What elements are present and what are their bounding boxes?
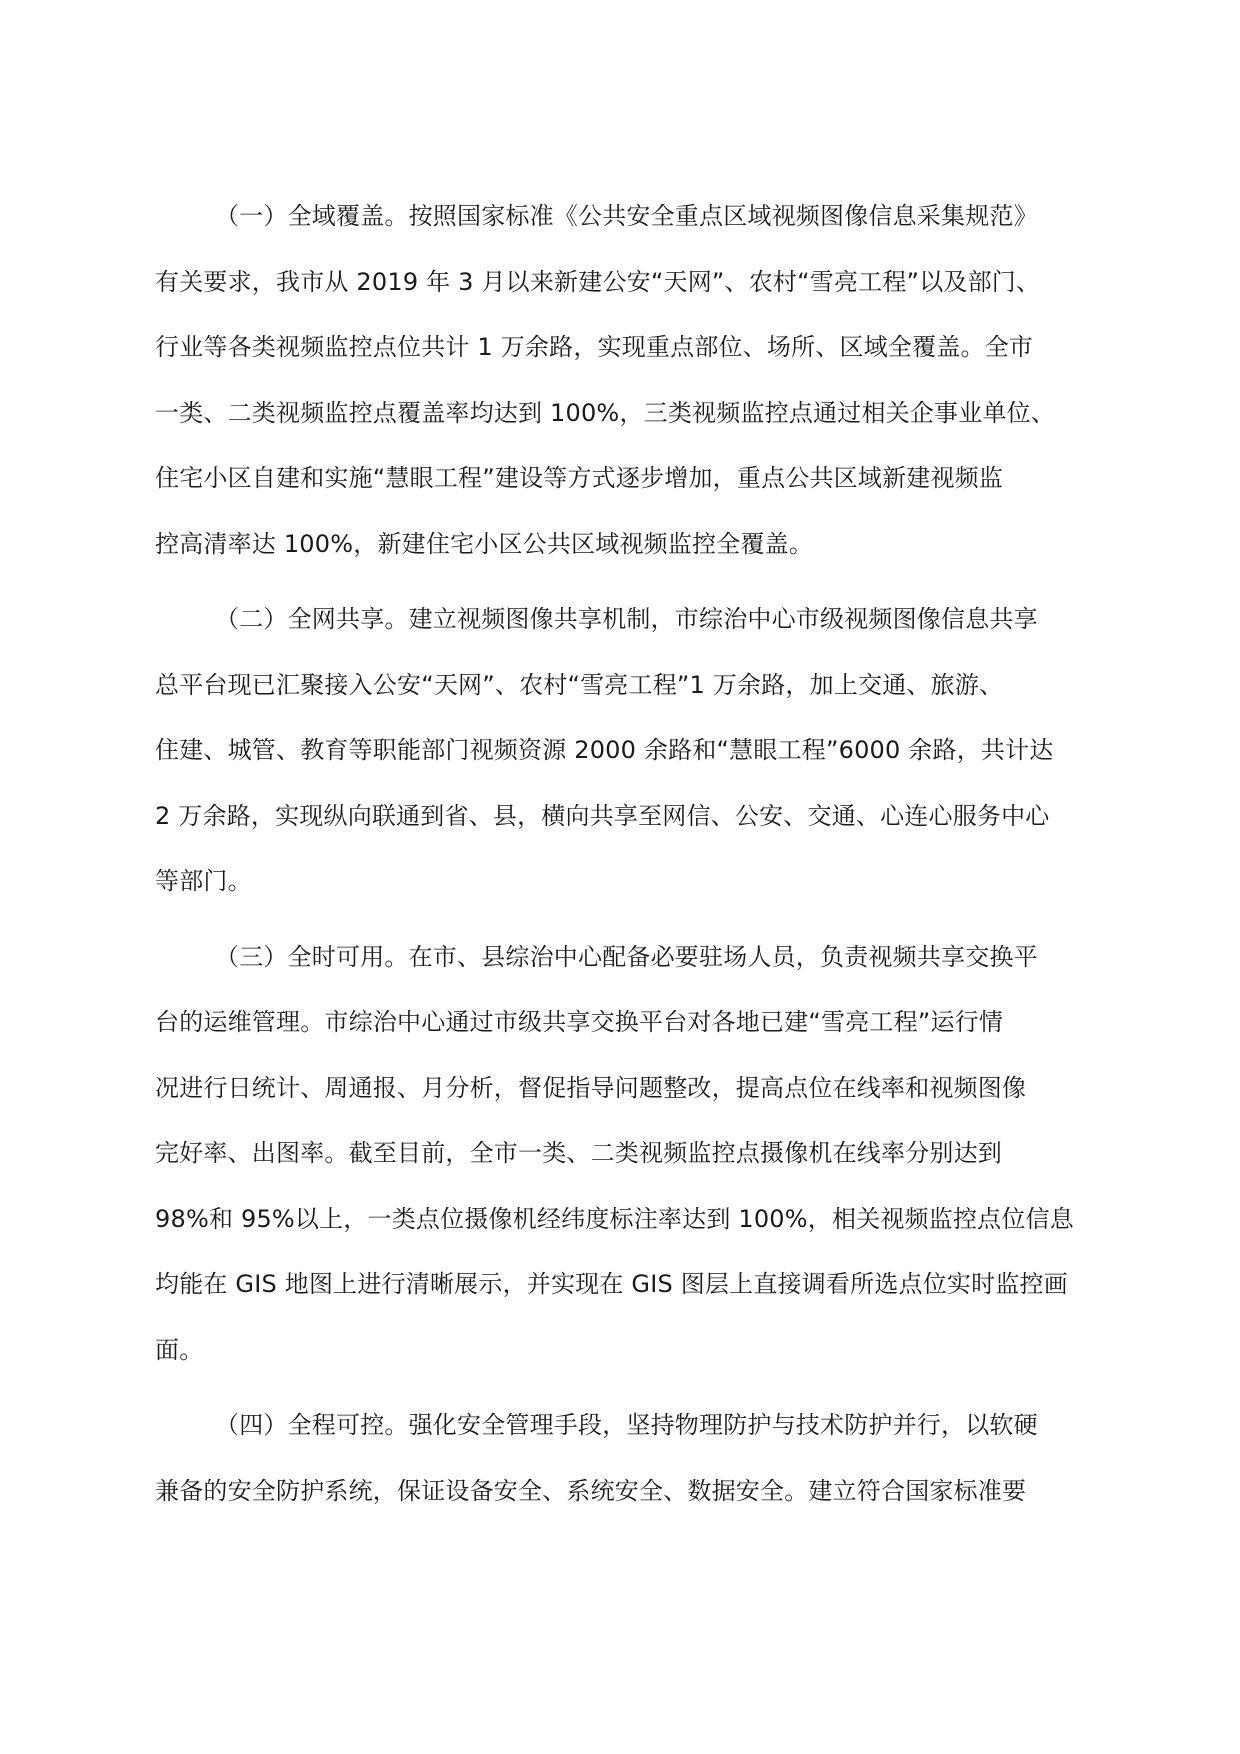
- paragraph-coverage: [155, 184, 1085, 577]
- text-line: 完好率、出图率。截至目前，全市一类、二类视频监控点摄像机在线率分别达到: [155, 1139, 1002, 1167]
- text-line: 兼备的安全防护系统，保证设备安全、系统安全、数据安全。建立符合国家标准要: [155, 1476, 1027, 1505]
- text-line: 均能在 GIS 地图上进行清晰展示，并实现在 GIS 图层上直接调看所选点位实时监控画: [155, 1270, 1068, 1298]
- text-line: 况进行日统计、周通报、月分析，督促指导问题整改，提高点位在线率和视频图像: [155, 1073, 1027, 1102]
- text-line: （四）全程可控。强化安全管理手段，坚持物理防护与技术防护并行，以软硬: [215, 1411, 1038, 1439]
- text-line: 总平台现已汇聚接入公安“天网”、农村“雪亮工程”1 万余路，加上交通、旅游、: [155, 670, 1004, 699]
- text-line: 等部门。: [155, 867, 252, 895]
- body-text: [155, 184, 1085, 1534]
- text-line: 有关要求，我市从 2019 年 3 月以来新建公安“天网”、农村“雪亮工程”以及部门、: [155, 267, 1041, 296]
- text-line: （一）全域覆盖。按照国家标准《公共安全重点区域视频图像信息采集规范》: [215, 202, 1038, 230]
- text-line: 行业等各类视频监控点位共计 1 万余路，实现重点部位、场所、区域全覆盖。全市: [155, 333, 1034, 361]
- text-line: 面。: [155, 1335, 204, 1364]
- text-line: （三）全时可用。在市、县综治中心配备必要驻场人员，负责视频共享交换平: [215, 942, 1038, 971]
- text-line: 台的运维管理。市综治中心通过市级共享交换平台对各地已建“雪亮工程”运行情: [155, 1008, 1004, 1036]
- text-line: 2 万余路，实现纵向联通到省、县，横向共享至网信、公安、交通、心连心服务中心: [155, 801, 1050, 830]
- text-line: （二）全网共享。建立视频图像共享机制，市综治中心市级视频图像信息共享: [215, 605, 1038, 633]
- text-line: 住建、城管、教育等职能部门视频资源 2000 余路和“慧眼工程”6000 余路，共计达: [155, 736, 1054, 764]
- paragraph-sharing: [155, 587, 1085, 915]
- text-line: 住宅小区自建和实施“慧眼工程”建设等方式逐步增加，重点公共区域新建视频监: [155, 464, 1004, 492]
- paragraph-availability: [155, 925, 1085, 1384]
- text-line: 98%和 95%以上，一类点位摄像机经纬度标注率达到 100%，相关视频监控点位信息: [155, 1204, 1074, 1233]
- text-line: 一类、二类视频监控点覆盖率均达到 100%，三类视频监控点通过相关企事业单位、: [155, 398, 1056, 427]
- text-line: 控高清率达 100%，新建住宅小区公共区域视频监控全覆盖。: [155, 529, 814, 558]
- paragraph-control: [155, 1393, 1085, 1524]
